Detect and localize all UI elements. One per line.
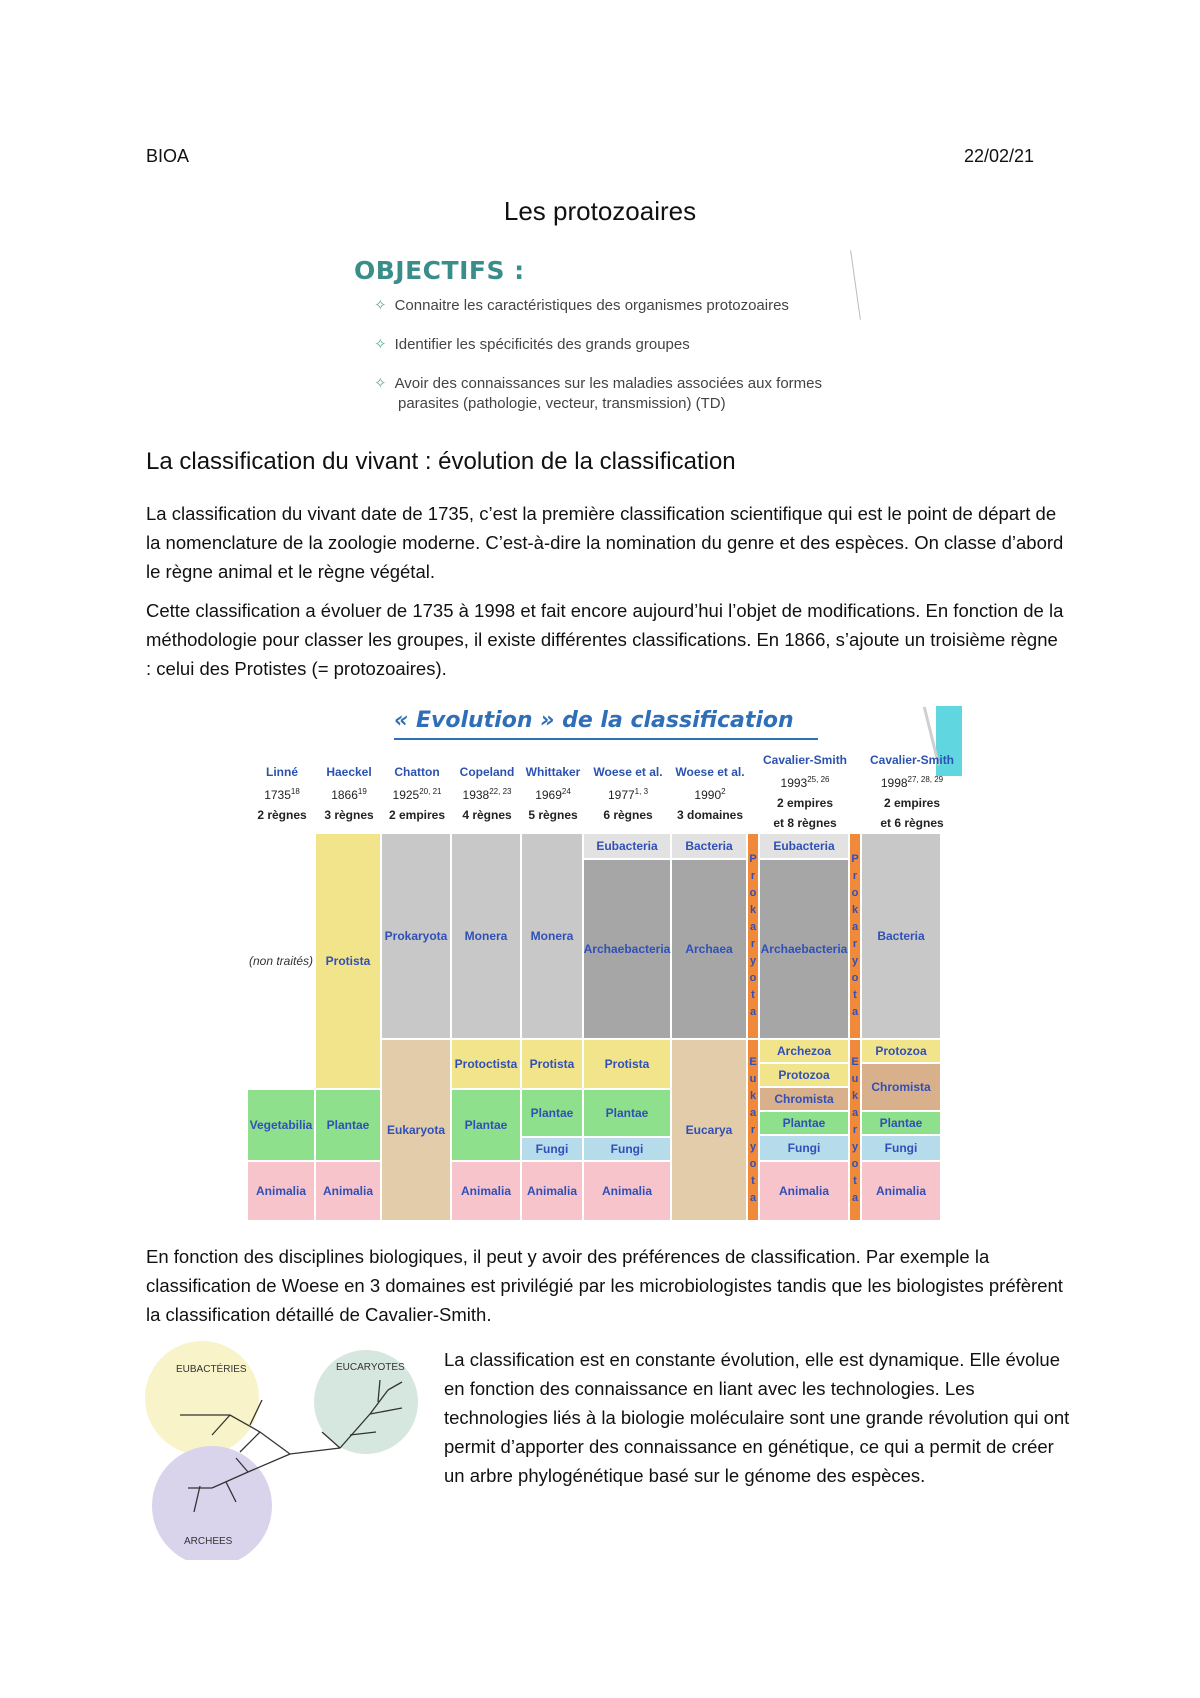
cell-plantae: Plantae <box>522 1090 584 1138</box>
objective-text: Connaitre les caractéristiques des organismes protozoaires <box>394 297 789 314</box>
classification-table <box>248 706 962 1222</box>
column-year: 1998$^{27, 28, 29}$ <box>880 775 944 790</box>
column-count: 3 règnes <box>324 808 374 822</box>
vertical-letter: r <box>852 870 858 882</box>
column-count-2: et 8 règnes <box>773 816 837 830</box>
vertical-letter: o <box>851 887 859 899</box>
paragraph-after-table <box>146 1242 1066 1339</box>
table-grid <box>248 834 962 1222</box>
cell-fungi: Fungi <box>760 1136 850 1162</box>
tree-label-archees: ARCHEES <box>184 1536 233 1547</box>
cell-animalia: Animalia <box>452 1162 522 1222</box>
cell-protista: Protista <box>316 834 382 1090</box>
cell-non-traites: (non traités) <box>248 834 316 1090</box>
table-title: « Evolution » de la classification <box>394 708 794 733</box>
cell-fungi: Fungi <box>522 1138 584 1162</box>
vertical-letter: t <box>853 1174 857 1187</box>
vertical-letter: k <box>749 904 757 916</box>
column-year: 1866$^{19}$ <box>331 787 367 802</box>
vertical-letter: u <box>749 1072 757 1085</box>
column-author: Woese et al. <box>593 765 663 779</box>
page-title: Les protozoaires <box>503 196 697 226</box>
vertical-letter: k <box>749 1089 757 1102</box>
bullet-icon: ✧ <box>374 297 387 314</box>
cell-protozoa: Protozoa <box>760 1064 850 1088</box>
vertical-letter: r <box>750 938 756 950</box>
cell-plantae: Plantae <box>452 1090 522 1162</box>
column-header <box>452 762 522 825</box>
vertical-prokaryota <box>748 834 760 1040</box>
column-author: Linné <box>266 765 298 779</box>
vertical-letter: a <box>851 921 859 933</box>
cell-eukaryota: Eukaryota <box>382 1040 452 1222</box>
vertical-letter: a <box>749 1106 757 1119</box>
cell-fungi: Fungi <box>584 1138 672 1162</box>
column-year: 1735$^{18}$ <box>264 787 300 802</box>
bullet-icon: ✧ <box>374 336 387 353</box>
cell-bacteria: Bacteria <box>862 834 942 1040</box>
cell-eubacteria: Eubacteria <box>760 834 850 860</box>
vertical-letter: a <box>749 1006 757 1018</box>
column-year: 1993$^{25, 26}$ <box>780 775 830 790</box>
cell-animalia: Animalia <box>248 1162 316 1222</box>
column-year: 1969$^{24}$ <box>535 787 571 802</box>
column-header <box>522 762 584 825</box>
bullet-icon: ✧ <box>374 375 387 392</box>
vertical-letter: y <box>851 955 859 967</box>
vertical-letter: a <box>749 921 757 933</box>
column-author: Cavalier-Smith <box>869 753 955 767</box>
vertical-eukaryota <box>748 1040 760 1222</box>
vertical-letter: y <box>749 955 757 967</box>
column-author: Cavalier-Smith <box>762 753 848 767</box>
vertical-letter: o <box>851 972 859 984</box>
paragraph: En fonction des disciplines biologiques, il peut y avoir des préférences de classification. Par exemple la classification de Woese en 3 domaines est privilégié par les microbiologistes tandis que les biologistes préfèrent la classification détaillé de Cavalier-Smith. <box>146 1246 1063 1325</box>
vertical-letter: a <box>851 1106 859 1119</box>
vertical-letter: k <box>851 904 859 916</box>
vertical-eukaryota <box>850 1040 862 1222</box>
intro-paragraphs <box>146 499 1066 693</box>
column-author: Whittaker <box>525 765 581 779</box>
column-author: Chatton <box>394 765 440 779</box>
vertical-letter: r <box>852 1123 858 1136</box>
side-paragraph: La classification est en constante évolution, elle est dynamique. Elle évolue en fonction des connaissance en liant avec les technologies. Les technologies liés à la biologie moléculaire sont une grande révolution qui ont permit d’apporter des connaissance en génétique, ce qui a permit de créer un arbre phylogénétique basé sur le génome des espèces. <box>444 1349 1070 1486</box>
vertical-letter: E <box>749 1055 757 1068</box>
column-count: 5 règnes <box>528 808 578 822</box>
cell-chromista: Chromista <box>862 1064 942 1112</box>
column-author: Copeland <box>459 765 515 779</box>
column-count: 6 règnes <box>603 808 653 822</box>
column-header <box>316 762 382 825</box>
objective-item <box>374 296 789 316</box>
column-header <box>760 750 850 833</box>
vertical-letter: o <box>851 1157 859 1170</box>
column-header <box>862 750 962 833</box>
objectives-box <box>350 250 860 420</box>
vertical-letter: r <box>750 1123 756 1136</box>
cell-protozoa: Protozoa <box>862 1040 942 1064</box>
vertical-letter: t <box>751 989 755 1001</box>
vertical-letter: a <box>851 1191 859 1204</box>
objective-text: Avoir des connaissances sur les maladies associées aux formes <box>394 375 823 392</box>
title-underline <box>394 738 818 740</box>
objective-item: parasites (pathologie, vecteur, transmission) (TD) <box>398 395 726 412</box>
column-count: 4 règnes <box>462 808 512 822</box>
column-year: 1977$^{1, 3}$ <box>607 787 649 802</box>
vertical-letter: E <box>851 1055 859 1068</box>
cell-archaebacteria: Archaebacteria <box>584 860 672 1040</box>
header-course: BIOA <box>146 146 190 166</box>
cell-plantae: Plantae <box>584 1090 672 1138</box>
vertical-letter: r <box>750 870 756 882</box>
cell-plantae: Plantae <box>862 1112 942 1136</box>
vertical-letter: o <box>749 972 757 984</box>
cell-vegetabilia: Vegetabilia <box>248 1090 316 1162</box>
cell-animalia: Animalia <box>522 1162 584 1222</box>
cell-bacteria: Bacteria <box>672 834 748 860</box>
column-year: 1990$^2$ <box>694 787 726 802</box>
column-header <box>584 762 672 825</box>
paragraph: La classification du vivant date de 1735, c’est la première classification scientifique qui est le point de départ de la nomenclature de la zoologie moderne. C’est-à-dire la nomination du genre et des espèces. On classe d’abord le règne animal et le règne végétal. <box>146 503 1064 582</box>
cell-eucarya: Eucarya <box>672 1040 748 1222</box>
vertical-letter: k <box>851 1089 859 1102</box>
cell-prokaryota: Prokaryota <box>382 834 452 1040</box>
column-year: 1938$^{22, 23}$ <box>462 787 512 802</box>
vertical-prokaryota <box>850 834 862 1040</box>
paragraph: Cette classification a évoluer de 1735 à 1998 et fait encore aujourd’hui l’objet de modifications. En fonction de la méthodologie pour classer les groupes, il existe différentes classifications. En 1866, s’ajoute un troisième règne : celui des Protistes (= protozoaires). <box>146 600 1064 679</box>
column-header <box>382 762 452 825</box>
column-count-2: et 6 règnes <box>880 816 944 830</box>
vertical-letter: o <box>749 1157 757 1170</box>
objective-text: Identifier les spécificités des grands groupes <box>394 336 690 353</box>
cell-archezoa: Archezoa <box>760 1040 850 1064</box>
objective-item <box>374 374 822 394</box>
objectives-heading: OBJECTIFS : <box>354 256 525 285</box>
cell-fungi: Fungi <box>862 1136 942 1162</box>
column-count: 2 empires <box>776 796 834 810</box>
objective-item <box>374 335 690 355</box>
vertical-letter: P <box>851 853 859 865</box>
cell-monera: Monera <box>522 834 584 1040</box>
header-date: 22/02/21 <box>964 146 1035 166</box>
vertical-letter: t <box>853 989 857 1001</box>
eubacteria-circle <box>145 1341 259 1455</box>
cell-plantae: Plantae <box>760 1112 850 1136</box>
column-count: 3 domaines <box>676 808 744 822</box>
column-author: Woese et al. <box>675 765 745 779</box>
vertical-letter: a <box>749 1191 757 1204</box>
cell-animalia: Animalia <box>584 1162 672 1222</box>
column-count: 2 empires <box>883 796 941 810</box>
cell-archaebacteria: Archaebacteria <box>760 860 850 1040</box>
column-author: Haeckel <box>326 765 372 779</box>
cell-protista: Protista <box>584 1040 672 1090</box>
vertical-letter: u <box>851 1072 859 1085</box>
decor-line <box>850 250 861 319</box>
cell-eubacteria: Eubacteria <box>584 834 672 860</box>
column-count: 2 empires <box>388 808 446 822</box>
cell-protista: Protista <box>522 1040 584 1090</box>
vertical-letter: a <box>851 1006 859 1018</box>
cell-archaea: Archaea <box>672 860 748 1040</box>
column-header <box>672 762 748 825</box>
vertical-letter: y <box>749 1140 757 1153</box>
cell-protoctista: Protoctista <box>452 1040 522 1090</box>
column-count: 2 règnes <box>257 808 307 822</box>
vertical-letter: t <box>751 1174 755 1187</box>
phylogenetic-tree-figure <box>140 1340 440 1560</box>
tree-label-eubacteries: EUBACTÉRIES <box>176 1364 247 1375</box>
cell-animalia: Animalia <box>862 1162 942 1222</box>
vertical-letter: P <box>749 853 757 865</box>
cell-plantae: Plantae <box>316 1090 382 1162</box>
cell-chromista: Chromista <box>760 1088 850 1112</box>
vertical-letter: o <box>749 887 757 899</box>
cell-animalia: Animalia <box>760 1162 850 1222</box>
section-heading: La classification du vivant : évolution de la classification <box>146 448 736 475</box>
vertical-letter: r <box>852 938 858 950</box>
cell-monera: Monera <box>452 834 522 1040</box>
column-header <box>248 762 316 825</box>
column-year: 1925$^{20, 21}$ <box>392 787 442 802</box>
vertical-letter: y <box>851 1140 859 1153</box>
cell-animalia: Animalia <box>316 1162 382 1222</box>
tree-label-eucaryotes: EUCARYOTES <box>336 1362 405 1373</box>
